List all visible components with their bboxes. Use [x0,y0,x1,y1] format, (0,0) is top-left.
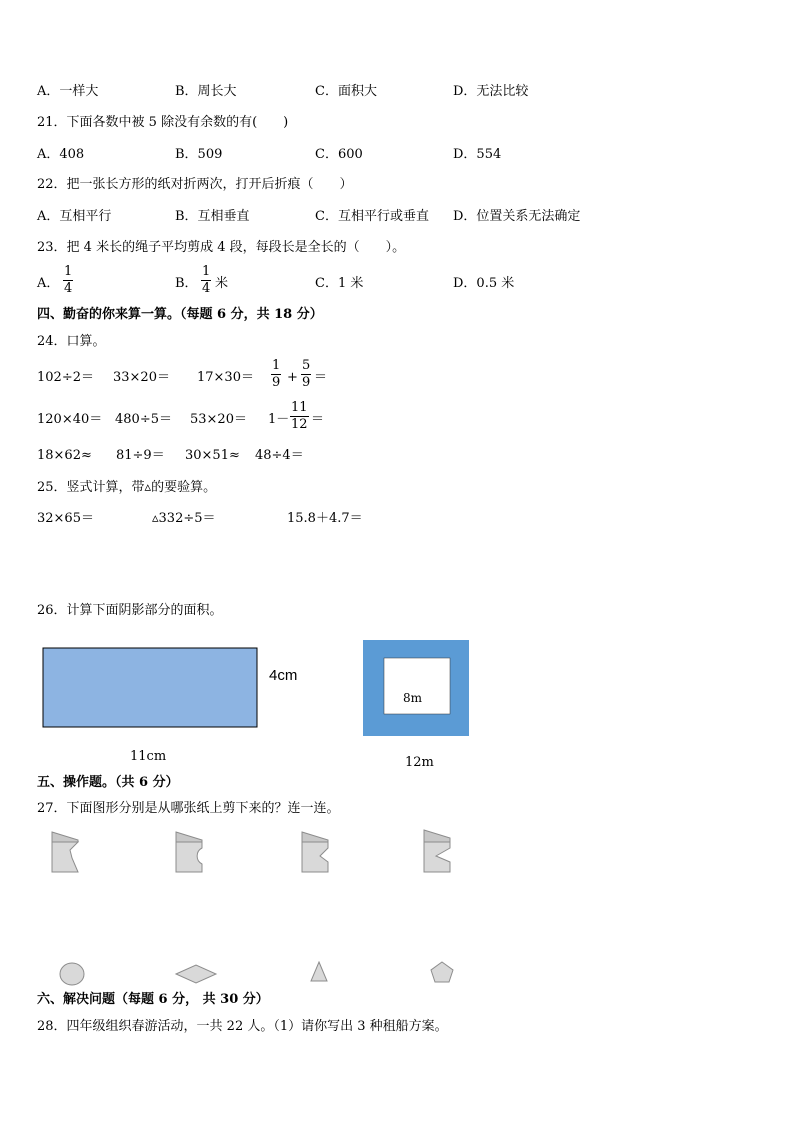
equals-sign: ＝ [311,412,325,427]
outer-square-label: 12m [405,755,434,770]
fraction-numerator: 11 [291,400,308,415]
q23-option-a-fraction [63,265,73,296]
rect-height-label: 4cm [269,667,298,684]
q24-fraction-11-12 [290,401,309,432]
q21-stem: 21．下面各数中被 5 除没有余数的有( ) [37,115,289,130]
q22-option-c: C．互相平行或垂直 [315,209,429,224]
section-6-heading: 六、解决问题（每题 6 分， 共 30 分） [37,992,269,1007]
q24-item-5: 120×40＝ [37,412,103,427]
q22-option-a: A．互相平行 [37,209,112,224]
q24-fraction-1-9 [271,359,281,390]
fraction-numerator: 1 [64,264,73,279]
q24-item-10: 81÷9＝ [116,448,165,463]
equals-sign: ＝ [314,370,328,385]
section-4-heading: 四、勤奋的你来算一算。（每题 6 分，共 18 分） [37,307,323,322]
fraction-numerator: 5 [302,358,311,373]
q28-stem: 28．四年级组织春游活动，一共 22 人。（1）请你写出 3 种租船方案。 [37,1019,448,1034]
q22-stem: 22．把一张长方形的纸对折两次，打开后折痕（ ） [37,177,353,192]
fraction-denominator: 4 [202,281,211,296]
q24-item-7: 53×20＝ [190,412,247,427]
q25-item-2: ▵332÷5＝ [152,511,216,526]
q21-option-b: B．509 [175,147,223,162]
rect-width-label: 11cm [130,749,167,764]
q24-item-3: 17×30＝ [197,370,254,385]
q24-item-2: 33×20＝ [113,370,170,385]
plus-operator: + [287,370,298,385]
folded-paper-notch-icon [298,828,334,874]
q23-option-b-prefix: B． [175,276,198,291]
q24-fraction-5-9 [301,359,311,390]
q23-stem: 23．把 4 米长的绳子平均剪成 4 段，每段长是全长的（ ）。 [37,240,406,255]
fraction-denominator: 9 [302,375,311,390]
q24-item-12: 48÷4＝ [255,448,304,463]
q20-option-c: C．面积大 [315,84,377,99]
inner-square-label: 8m [403,691,423,705]
q21-option-d: D．554 [453,147,502,162]
q26-stem: 26．计算下面阴影部分的面积。 [37,603,223,618]
pentagon-icon [428,960,456,984]
rectangle-figure [43,648,257,727]
q23-option-a-prefix: A． [37,276,60,291]
q24-item-6: 480÷5＝ [115,412,172,427]
q25-item-1: 32×65＝ [37,511,94,526]
fraction-denominator: 4 [64,281,73,296]
fraction-denominator: 12 [291,417,308,432]
q20-option-b: B．周长大 [175,84,237,99]
q24-stem: 24．口算。 [37,334,106,349]
circle-icon [56,960,88,988]
q24-item-11: 30×51≈ [185,448,240,463]
q27-stem: 27．下面图形分别是从哪张纸上剪下来的？连一连。 [37,801,340,816]
q22-option-d: D．位置关系无法确定 [453,209,581,224]
q21-option-c: C．600 [315,147,363,162]
folded-paper-semicircle-icon [172,828,208,874]
fraction-denominator: 9 [272,375,281,390]
folded-paper-zigzag-icon [48,828,84,874]
fraction-numerator: 1 [202,264,211,279]
fraction-numerator: 1 [272,358,281,373]
q22-option-b: B．互相垂直 [175,209,250,224]
q23-option-d: D．0.5 米 [453,276,515,291]
q20-option-d: D．无法比较 [453,84,529,99]
q21-option-a: A．408 [37,147,85,162]
q25-item-3: 15.8＋4.7＝ [287,511,363,526]
q24-item-9: 18×62≈ [37,448,92,463]
q23-option-b-fraction [201,265,211,296]
q23-option-b-unit: 米 [215,276,229,291]
triangle-icon [308,960,330,984]
rhombus-icon [174,962,218,986]
q24-item-1: 102÷2＝ [37,370,94,385]
q25-stem: 25．竖式计算，带▵的要验算。 [37,480,217,495]
folded-paper-triangle-icon [420,826,456,874]
q23-option-c: C．1 米 [315,276,364,291]
section-5-heading: 五、操作题。（共 6 分） [37,775,179,790]
q24-item-8-whole: 1－ [268,412,290,427]
q20-option-a: A．一样大 [37,84,99,99]
